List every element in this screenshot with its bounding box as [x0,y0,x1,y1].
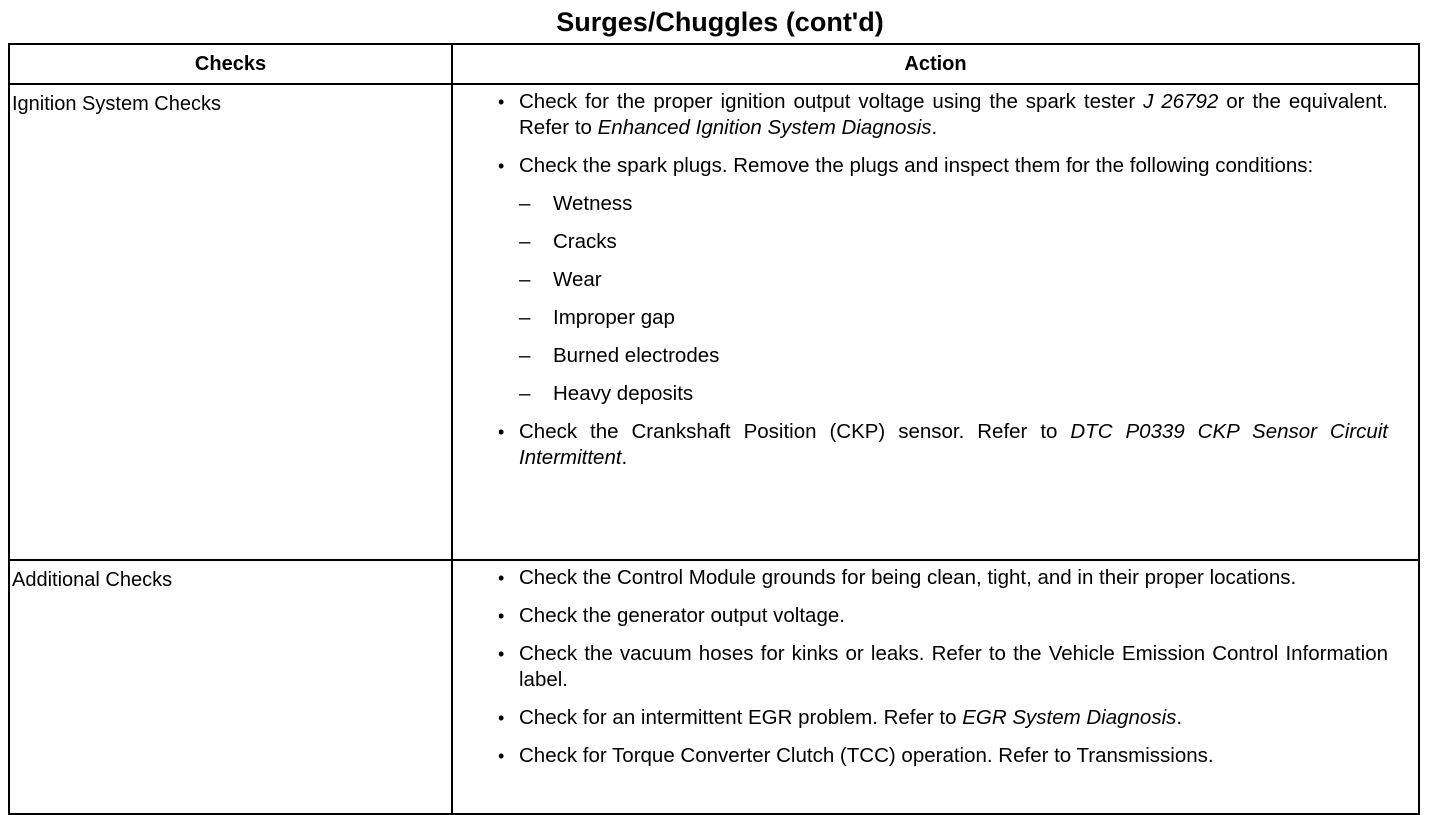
section-reference: EGR System Diagnosis [962,706,1177,729]
diagnostic-table [8,43,1420,815]
dash-icon: – [519,192,531,215]
bullet-icon: • [498,708,505,728]
bullet-icon: • [498,606,505,626]
dash-icon: – [519,306,531,329]
action-item [453,743,1388,769]
action-text: . [621,446,628,469]
page-title: Surges/Chuggles (cont'd) [556,7,884,37]
column-header-checks: Checks [9,44,452,84]
action-cell [452,560,1419,814]
table-row [9,84,1419,560]
condition-list [519,191,1388,407]
action-item [453,641,1388,693]
condition-text: Improper gap [553,306,675,329]
column-header-action: Action [452,44,1419,84]
action-text: Check for Torque Converter Clutch (TCC) operation. Refer to Transmissions. [519,744,1214,767]
action-text: Check the vacuum hoses for kinks or leaks. Refer to the Vehicle Emission Control Information label. [519,642,1388,691]
action-text: . [931,116,938,139]
action-item [453,603,1388,629]
condition-item [519,229,1388,255]
check-cell [9,560,452,814]
condition-text: Wear [553,268,602,291]
action-cell [452,84,1419,560]
action-text: Check for the proper ignition output voltage using the spark tester [519,90,1144,113]
action-text: Check the spark plugs. Remove the plugs and inspect them for the following conditions: [519,154,1314,177]
bullet-icon: • [498,746,505,766]
dash-icon: – [519,268,531,291]
action-list [453,561,1418,769]
action-text: Check the Crankshaft Position (CKP) sensor. Refer to [519,420,1071,443]
action-text: Check the Control Module grounds for being clean, tight, and in their proper locations. [519,566,1297,589]
condition-text: Wetness [553,192,633,215]
section-reference: Enhanced Ignition System Diagnosis [597,116,932,139]
bullet-icon: • [498,644,505,664]
bullet-icon: • [498,568,505,588]
dash-icon: – [519,230,531,253]
condition-item [519,343,1388,369]
action-text: Check the generator output voltage. [519,604,845,627]
action-list [453,85,1418,471]
tool-reference: J 26792 [1143,90,1219,113]
check-label-additional: Additional Checks [12,569,173,591]
action-text: . [1176,706,1183,729]
dash-icon: – [519,382,531,405]
condition-item [519,381,1388,407]
condition-text: Burned electrodes [553,344,720,367]
section-reference: DTC P0339 CKP Sensor Circuit Intermittent [519,420,1389,469]
condition-text: Heavy deposits [553,382,694,405]
action-item [453,89,1388,141]
action-item [453,565,1388,591]
condition-text: Cracks [553,230,617,253]
action-text: or the equivalent. Refer to [519,90,1388,139]
condition-item [519,191,1388,217]
action-item [453,705,1388,731]
dash-icon: – [519,344,531,367]
condition-item [519,267,1388,293]
condition-item [519,305,1388,331]
bullet-icon: • [498,422,505,442]
action-item [453,419,1388,471]
action-text: Check for an intermittent EGR problem. Refer to [519,706,963,729]
bullet-icon: • [498,156,505,176]
check-cell [9,84,452,560]
bullet-icon: • [498,92,505,112]
check-label-ignition: Ignition System Checks [12,93,221,115]
table-header-row [9,44,1419,84]
table-row [9,560,1419,814]
action-item [453,153,1388,407]
